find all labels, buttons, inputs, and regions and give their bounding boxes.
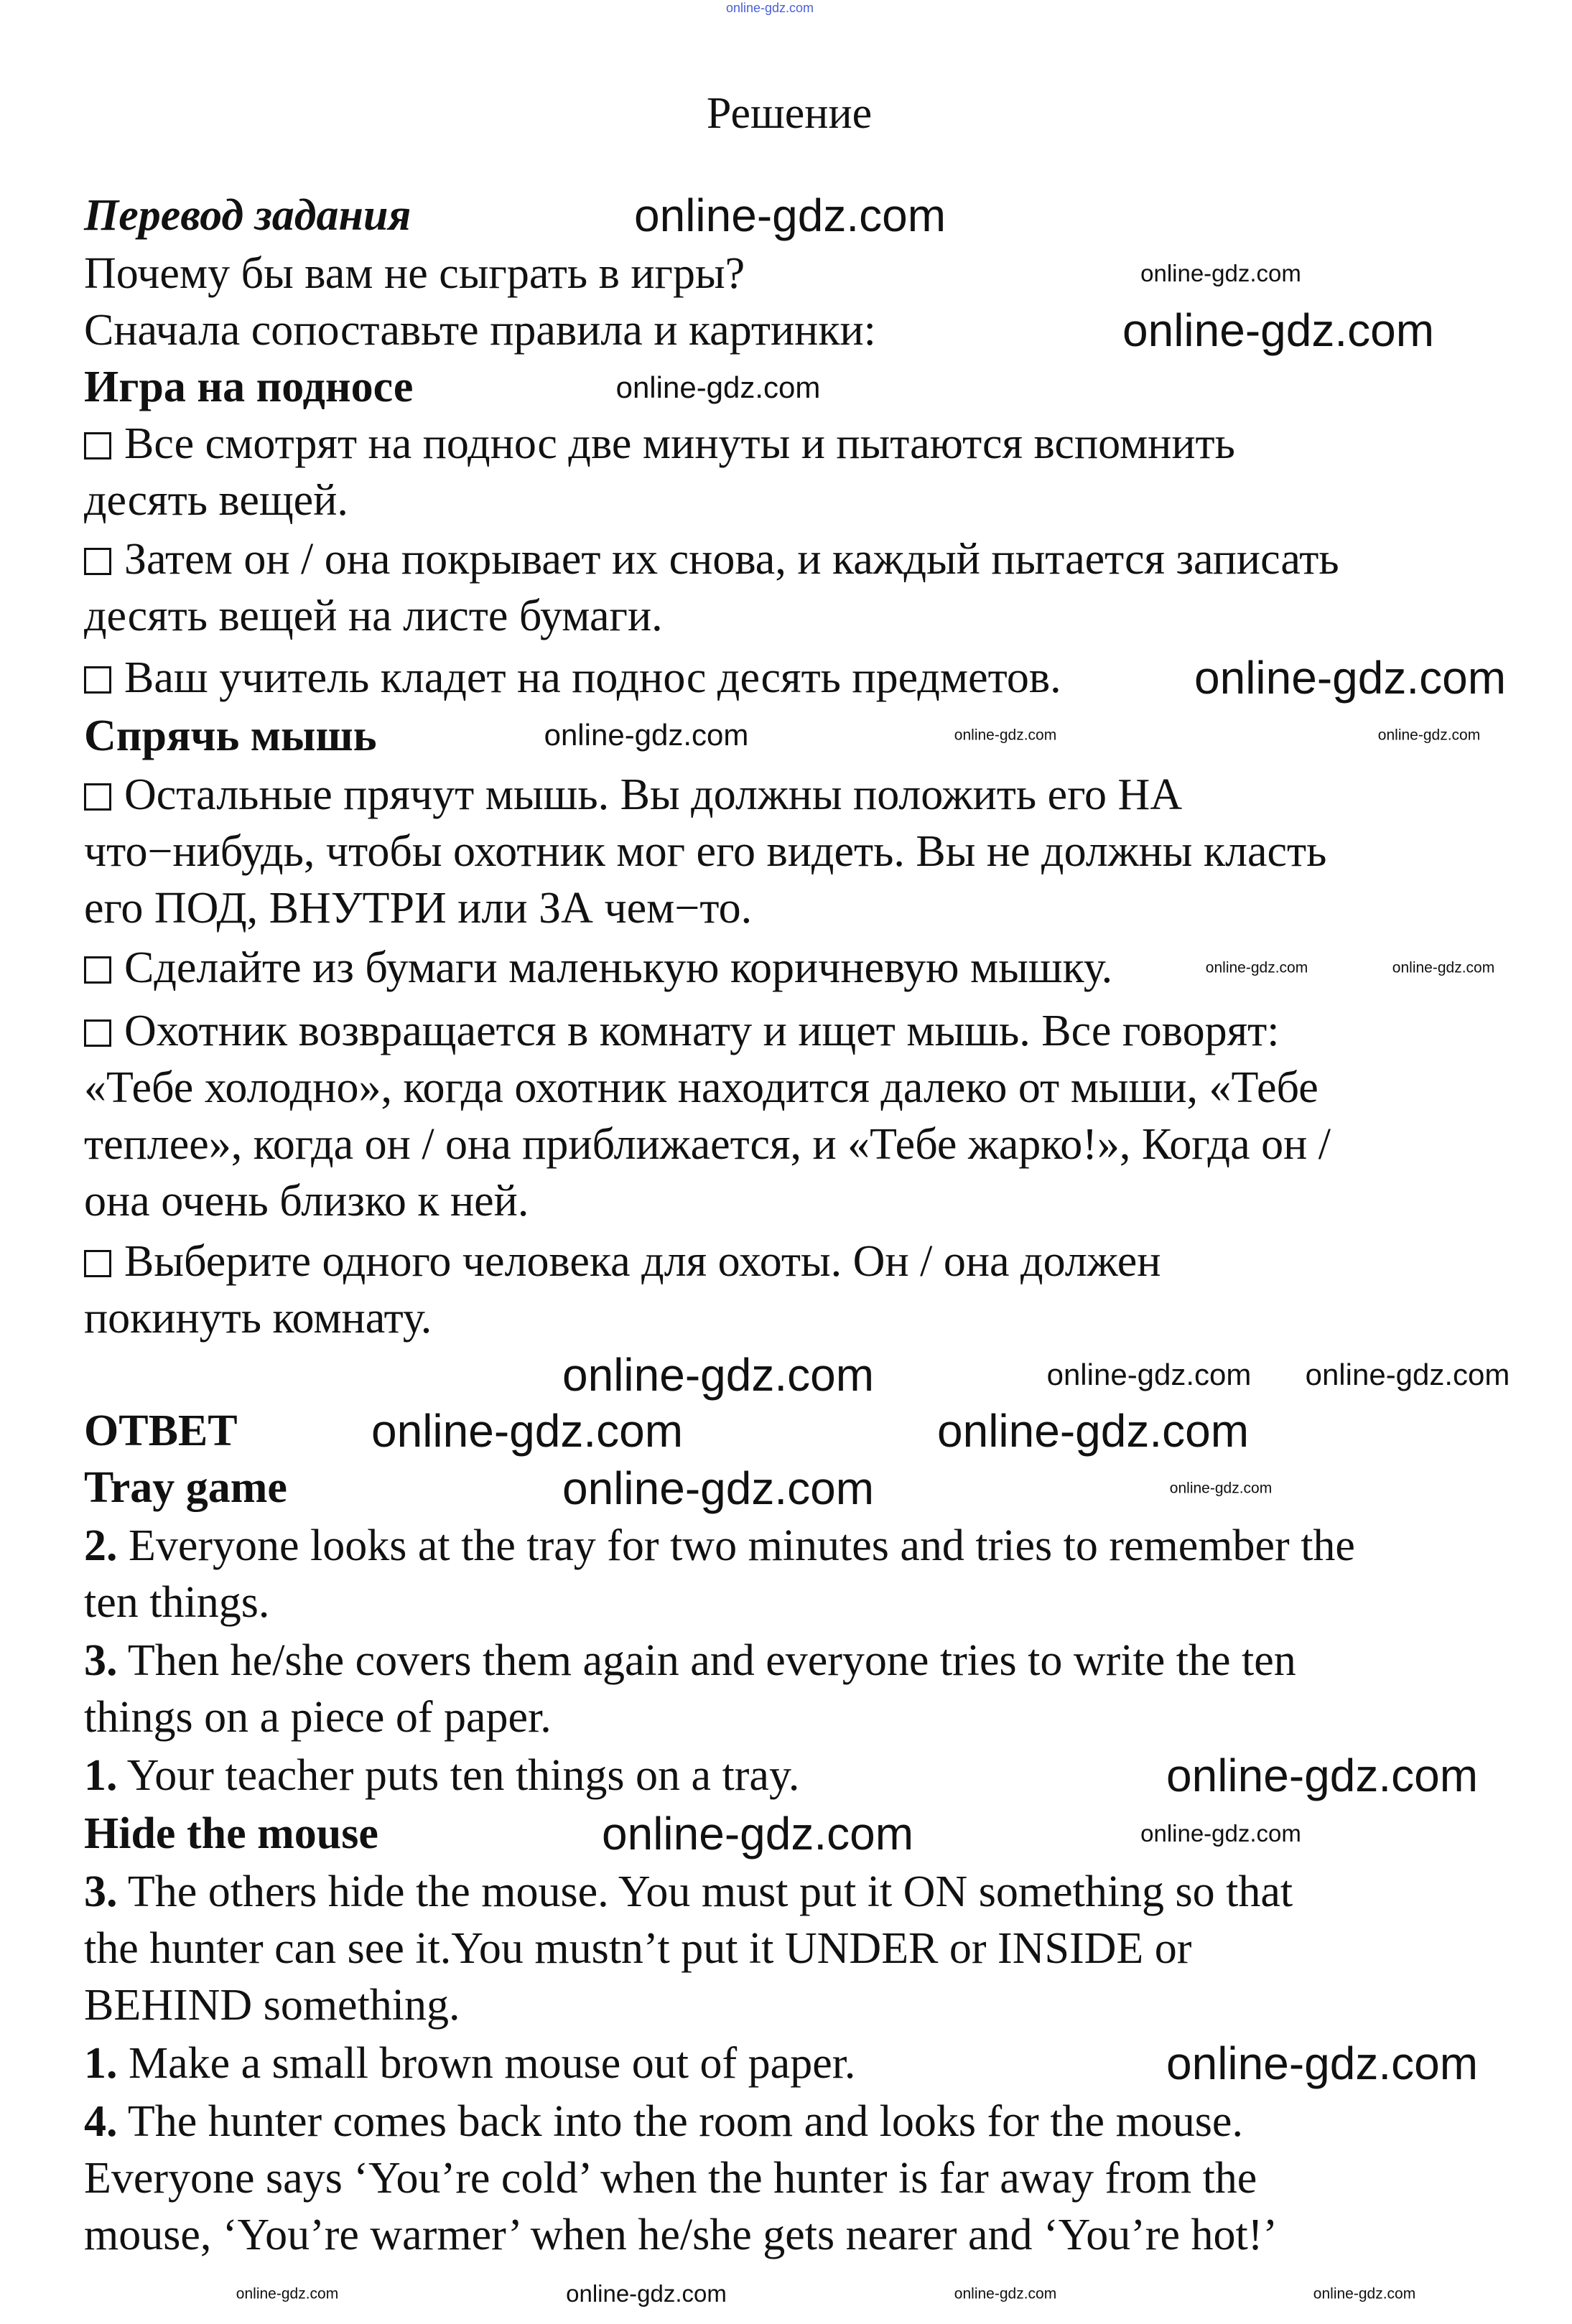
watermark: online-gdz.com [1166,1749,1478,1801]
rule-item [84,650,1061,706]
watermark: online-gdz.com [1046,1357,1252,1391]
rule-item [84,531,1339,645]
rule-item [84,1003,1331,1230]
item-text: Your teacher puts ten things on a tray. [117,1751,800,1800]
watermark: online-gdz.com [1122,304,1434,356]
answer-item [84,2094,1278,2264]
rule-text: Охотник возвращается в комнату и ищет мышь. Все говорят: «Тебе холодно», когда охотник находится далеко от мыши, «Тебе теплее», когда он / она приближается, и «Тебе жарко!», Когда он / она очень близко к ней. [84,1007,1331,1226]
item-number: 3. [84,1867,118,1916]
watermark: online-gdz.com [1169,1480,1273,1497]
watermark: online-gdz.com [954,727,1057,744]
watermark: online-gdz.com [371,1404,683,1457]
answer-heading: ОТВЕТ [84,1406,238,1455]
watermark: online-gdz.com [562,1462,874,1514]
watermark: online-gdz.com [1194,651,1506,704]
translation-heading: Перевод задания [84,191,411,240]
rule-text: Затем он / она покрывает их снова, и каждый пытается записать десять вещей на листе бумаги. [84,535,1339,640]
item-text: Everyone looks at the tray for two minutes and tries to remember the ten things. [84,1521,1355,1627]
rule-text: Сделайте из бумаги маленькую коричневую мышку. [124,943,1113,992]
watermark: online-gdz.com [566,2279,727,2307]
item-text: Then he/she covers them again and everyone tries to write the ten things on a piece of paper. [84,1636,1296,1742]
checkbox-icon [84,1019,111,1047]
item-number: 1. [84,1751,118,1800]
item-number: 4. [84,2097,118,2146]
rule-item [84,416,1235,529]
watermark: online-gdz.com [1392,959,1495,976]
watermark: online-gdz.com [634,189,946,241]
checkbox-icon [84,956,111,984]
item-text: The hunter comes back into the room and looks for the mouse. Everyone says ‘You’re cold’ when the hunter is far away from the mouse, ‘You’re warmer’ when he/she gets nearer and ‘You’re hot!’ [84,2097,1278,2259]
item-text: The others hide the mouse. You must put it ON something so that the hunter can see it.You mustn’t put it UNDER or INSIDE or BEHIND something. [84,1867,1293,2030]
watermark: online-gdz.com [1313,2285,1416,2302]
hide-mouse-heading-ru: Спрячь мышь [84,711,377,760]
rule-text: Все смотрят на поднос две минуты и пытаются вспомнить десять вещей. [84,419,1235,525]
watermark: online-gdz.com [236,2285,339,2302]
watermark: online-gdz.com [544,717,749,752]
watermark: online-gdz.com [1377,727,1481,744]
answer-item [84,1633,1296,1746]
watermark: online-gdz.com [562,1348,874,1401]
rule-text: Остальные прячут мышь. Вы должны положить его НА что−нибудь, чтобы охотник мог его видеть. Вы не должны класть его ПОД, ВНУТРИ или ЗА чем−то. [84,770,1327,933]
checkbox-icon [84,666,111,694]
watermark: online-gdz.com [1305,1357,1510,1391]
watermark: online-gdz.com [954,2285,1057,2302]
rule-item [84,767,1326,937]
tray-game-heading-ru: Игра на подносе [84,363,414,411]
answer-item [84,1864,1293,2034]
rule-item [84,940,1112,997]
answer-item [84,2035,855,2092]
watermark: online-gdz.com [602,1807,913,1859]
item-number: 3. [84,1636,118,1685]
checkbox-icon [84,548,111,575]
watermark: online-gdz.com [615,370,821,404]
checkbox-icon [84,1250,111,1277]
answer-item [84,1518,1355,1631]
watermark: online-gdz.com [1166,2037,1478,2089]
watermark: online-gdz.com [1205,959,1308,976]
answer-item [84,1747,799,1804]
checkbox-icon [84,783,111,811]
watermark: online-gdz.com [937,1404,1249,1457]
item-number: 1. [84,2039,118,2088]
intro-line: Почему бы вам не сыграть в игры? [84,249,745,298]
tray-game-heading: Tray game [84,1463,287,1512]
rule-text: Выберите одного человека для охоты. Он / она должен покинуть комнату. [84,1237,1161,1343]
page-title: Решение [706,89,873,138]
rule-text: Ваш учитель кладет на поднос десять предметов. [124,653,1061,702]
watermark: online-gdz.com [725,1,814,16]
rule-item [84,1233,1161,1347]
item-text: Make a small brown mouse out of paper. [117,2039,856,2088]
intro-line: Сначала сопоставьте правила и картинки: [84,306,876,355]
watermark: online-gdz.com [1140,259,1301,286]
watermark: online-gdz.com [1140,1819,1301,1847]
hide-mouse-heading: Hide the mouse [84,1809,378,1858]
checkbox-icon [84,432,111,459]
item-number: 2. [84,1521,118,1570]
